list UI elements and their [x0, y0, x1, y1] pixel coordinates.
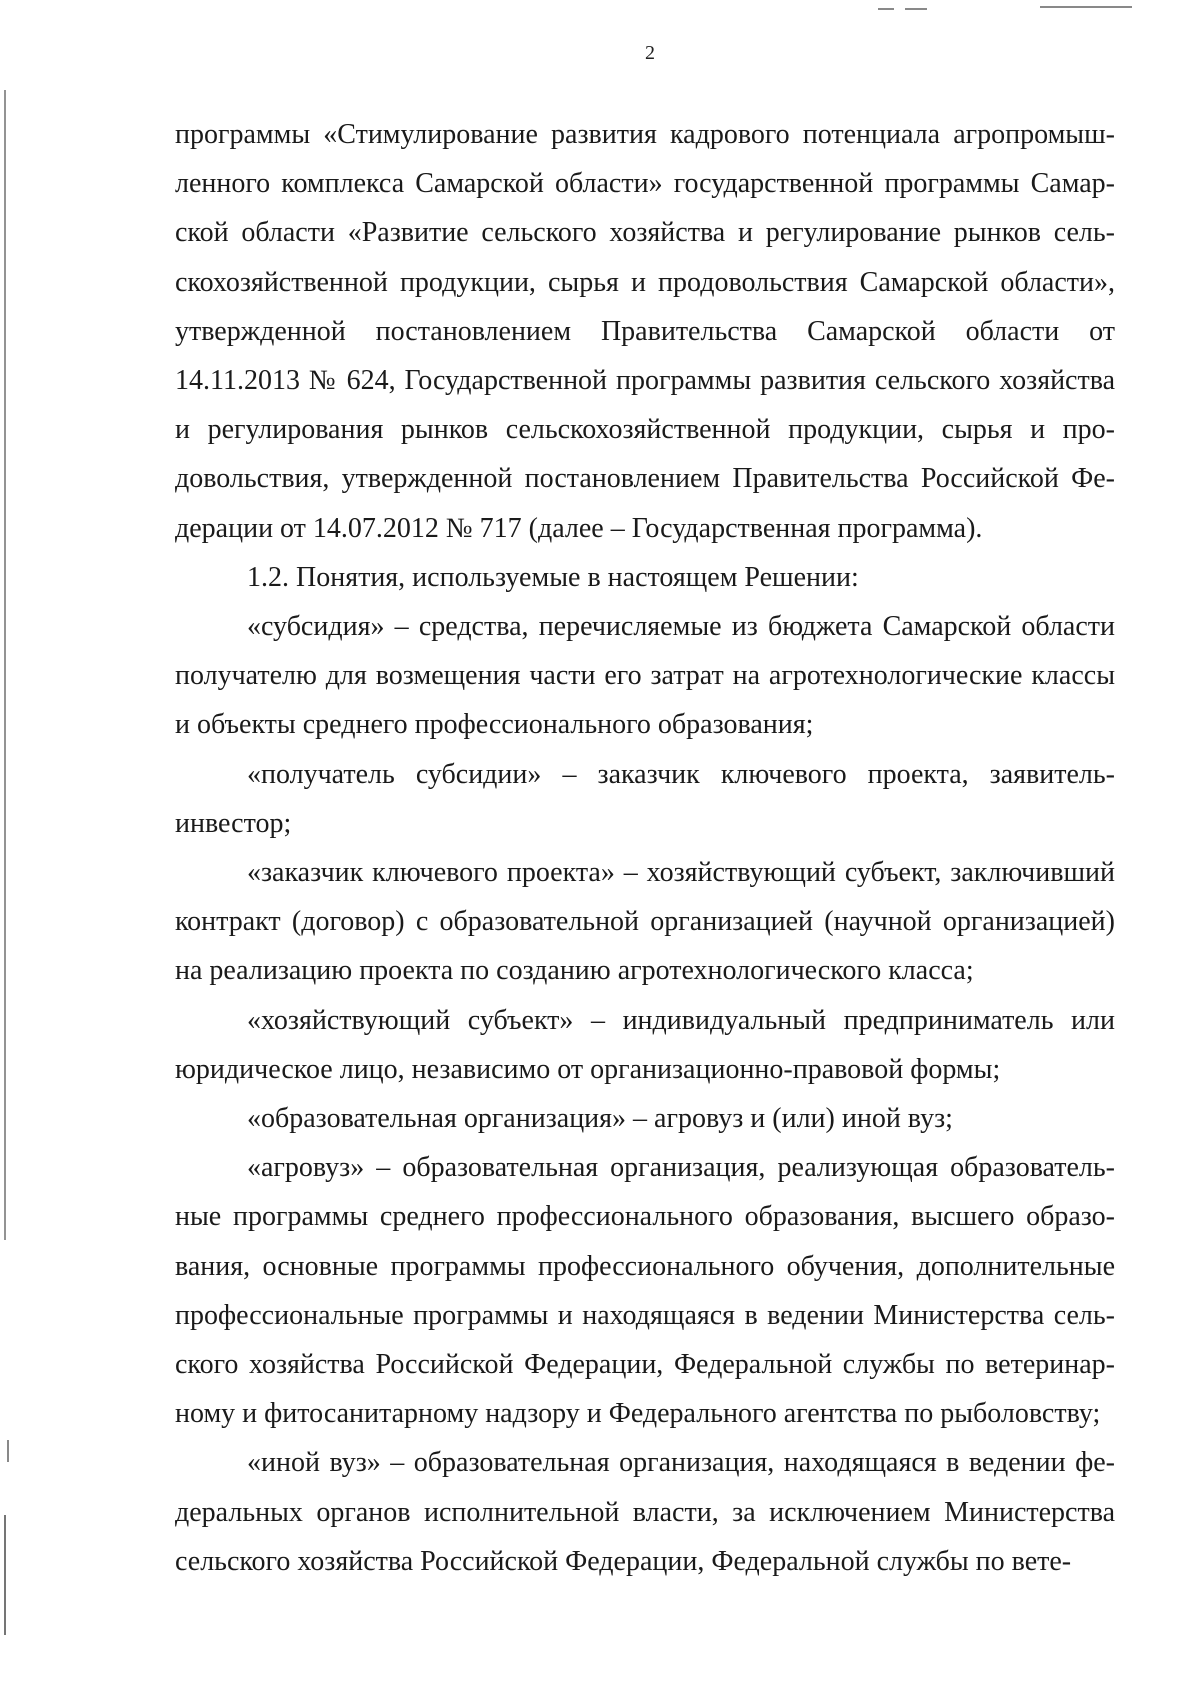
paragraph-def-economic-entity: «хозяйствующий субъект» – индивидуальный предприниматель или юридическое лицо, независимо от организационно-правовой формы;: [175, 1004, 1115, 1085]
scan-edge-mark: [905, 8, 927, 10]
paragraph-concepts-heading: 1.2. Понятия, используемые в настоящем Решении:: [247, 561, 859, 593]
page-number: 2: [645, 42, 655, 64]
scan-edge-mark: [878, 8, 894, 10]
scan-edge-mark: [4, 90, 6, 1240]
document-body: [175, 110, 1115, 1586]
paragraph-def-other-university: «иной вуз» – образовательная организация, находящаяся в ведении федеральных органов исполнительной власти, за исключением Министерства сельского хозяйства Российской Федерации, Федеральной службы по вете-: [175, 1447, 1115, 1577]
paragraph-def-key-project-customer: «заказчик ключевого проекта» – хозяйствующий субъект, заключивший контракт (договор) с образовательной организацией (научной организацией) на реализацию проекта по созданию агротехнологического класса;: [175, 857, 1115, 987]
scan-edge-mark: [1040, 6, 1132, 8]
paragraph-def-subsidy: «субсидия» – средства, перечисляемые из бюджета Самарской области получателю для возмещения части его затрат на агротехнологические классы и объекты среднего профессионального образования;: [175, 611, 1115, 741]
paragraph-def-subsidy-recipient: «получатель субсидии» – заказчик ключевого проекта, заявитель-инвестор;: [175, 758, 1115, 839]
paragraph-def-educational-organization: «образовательная организация» – агровуз и (или) иной вуз;: [247, 1103, 953, 1135]
paragraph-program-continuation: программы «Стимулирование развития кадрового потенциала агропромышленного комплекса Самарской области» государственной программы Самарской области «Развитие сельского хозяйства и регулирование рынков сельскохозяйственной продукции, сырья и продовольствия Самарской области», утвержденной постановлением Правительства Самарской области от 14.11.2013 № 624, Государственной программы развития сельского хозяйства и регулирования рынков сельскохозяйственной продукции, сырья и продовольствия, утвержденной постановлением Правительства Российской Федерации от 14.07.2012 № 717 (далее – Государственная программа).: [175, 119, 1115, 544]
scan-edge-mark: [7, 1440, 9, 1462]
scan-edge-mark: [4, 1515, 6, 1635]
paragraph-def-agro-university: «агровуз» – образовательная организация, реализующая образовательные программы среднего профессионального образования, высшего образования, основные программы профессионального обучения, дополнительные профессиональные программы и находящаяся в ведении Министерства сельского хозяйства Российской Федерации, Федеральной службы по ветеринарному и фитосанитарному надзору и Федерального агентства по рыболовству;: [175, 1152, 1115, 1430]
